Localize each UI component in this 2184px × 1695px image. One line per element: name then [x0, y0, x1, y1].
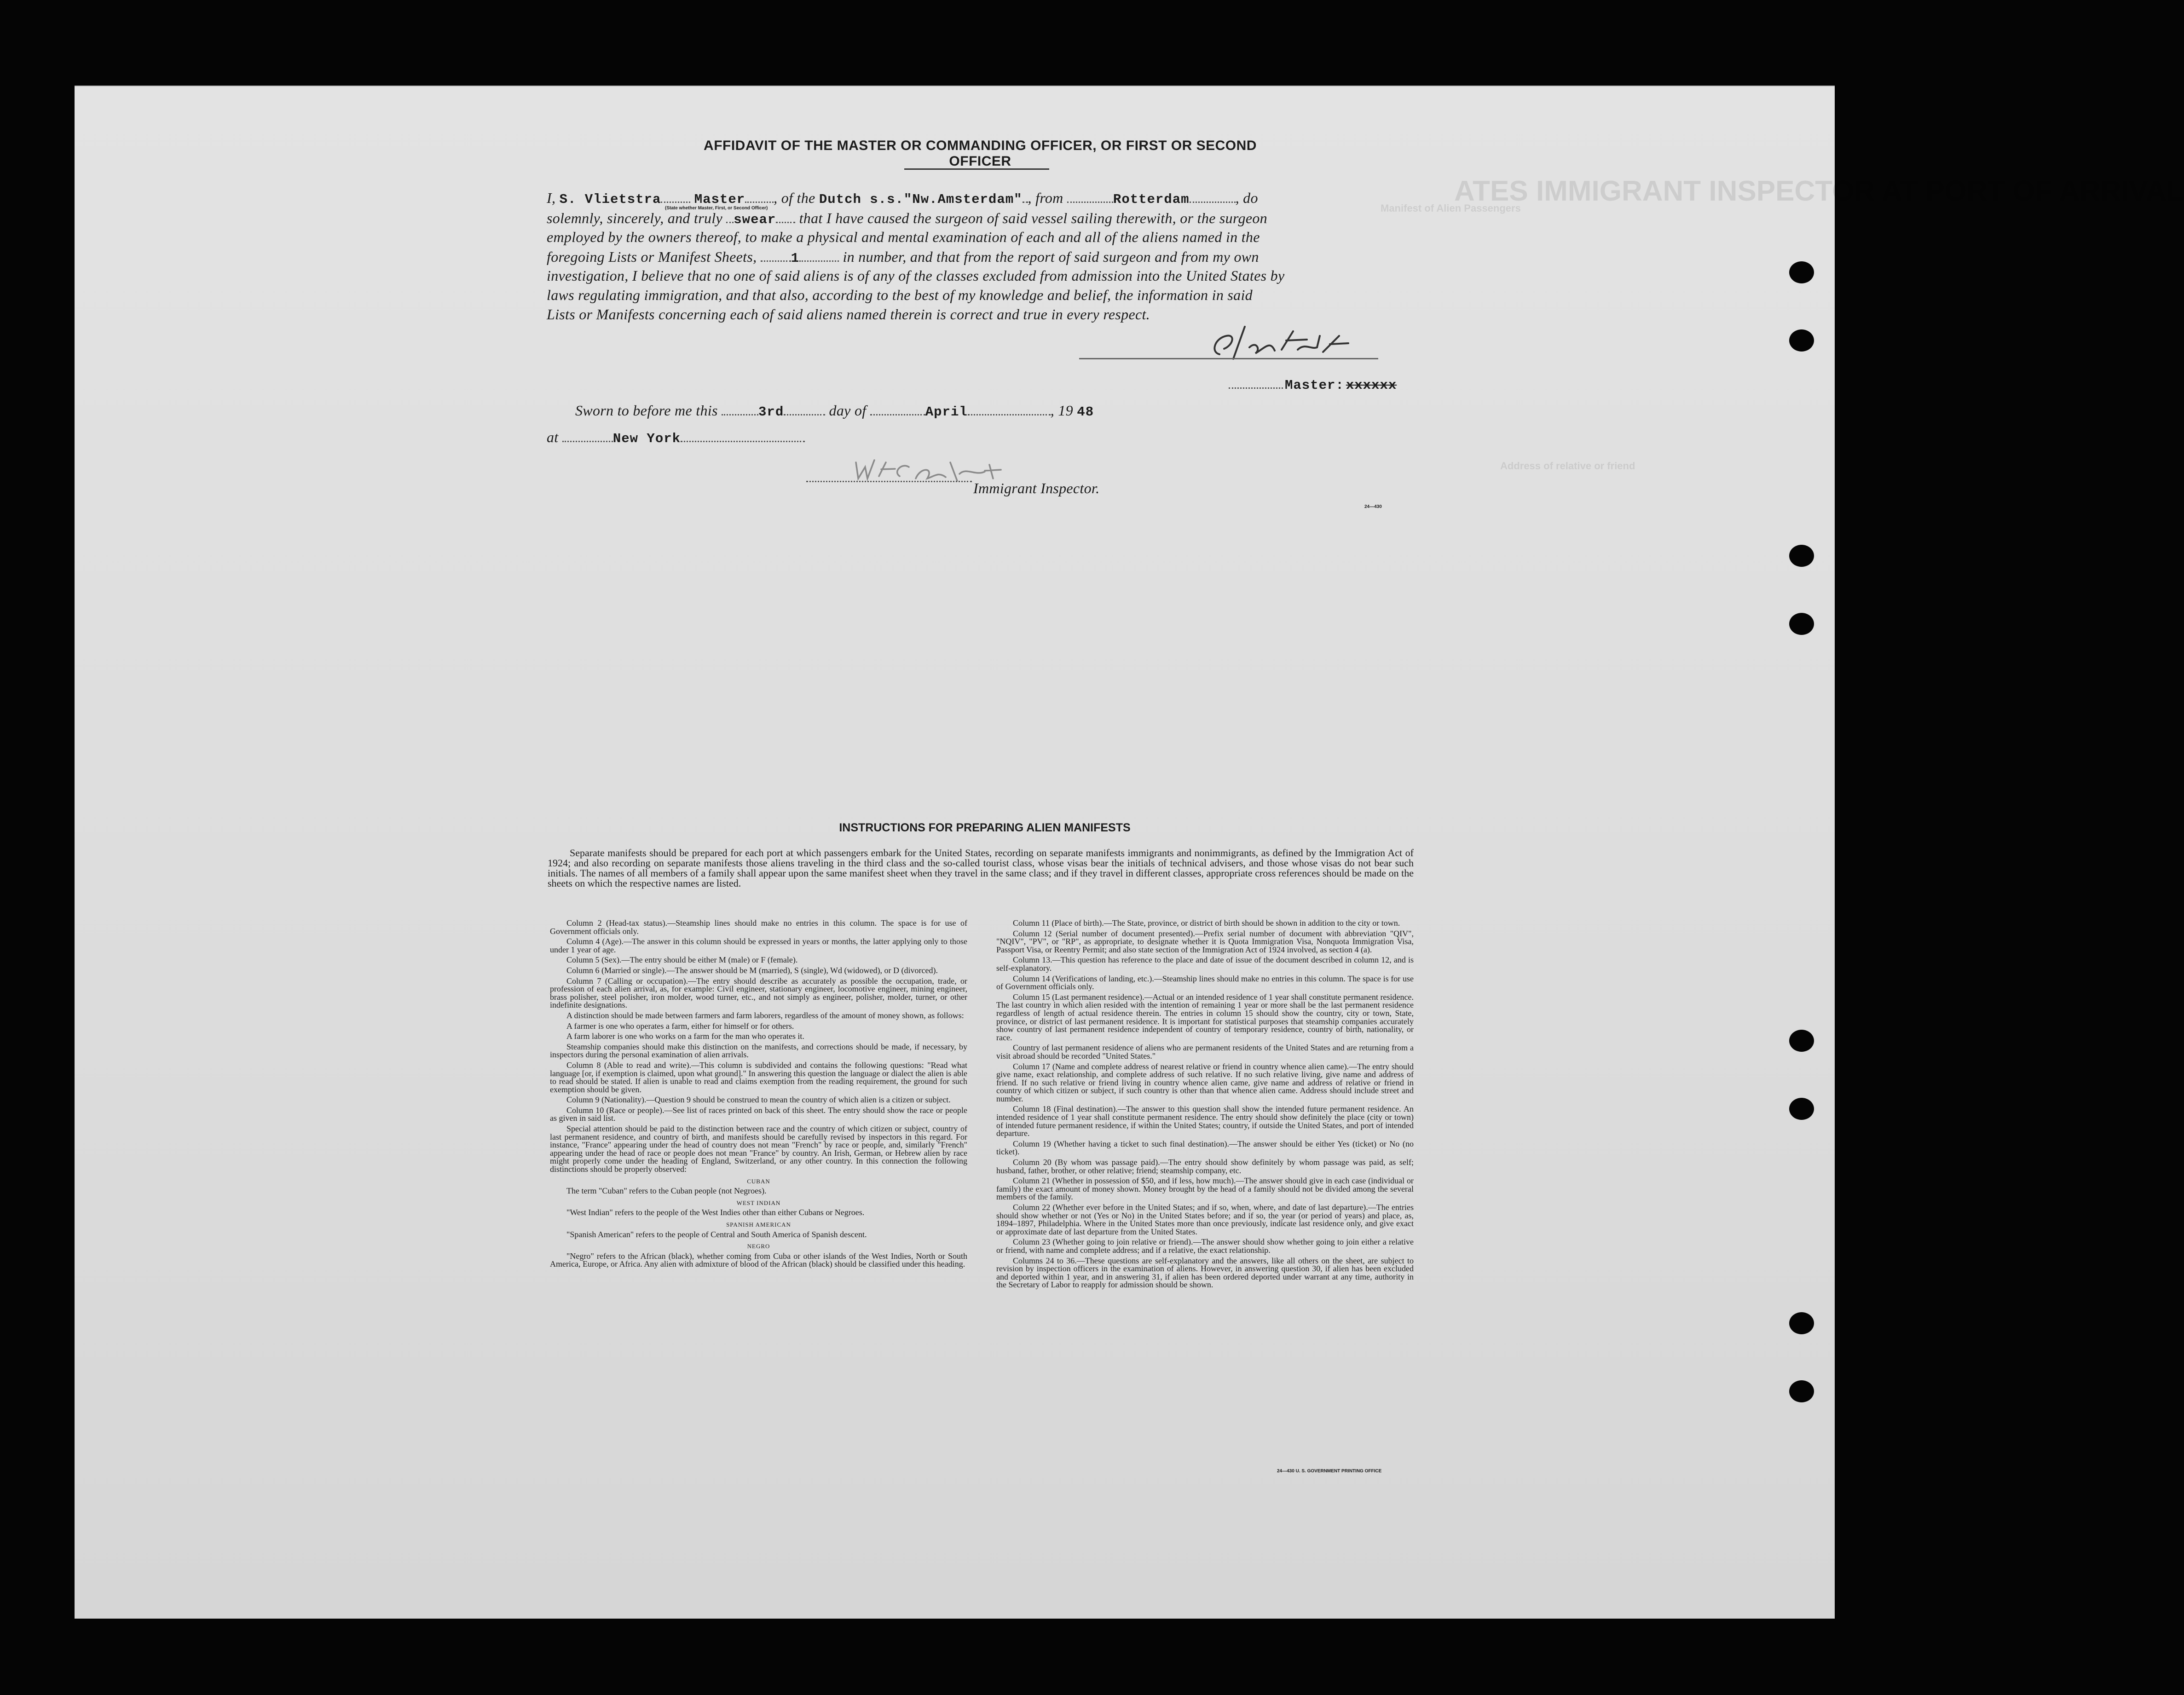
binder-hole [1789, 1380, 1814, 1402]
affidavit-title: AFFIDAVIT OF THE MASTER OR COMMANDING OFFICER, OR FIRST OR SECOND OFFICER [704, 138, 1257, 169]
master-name: S. Vlietstra [559, 192, 661, 207]
instruction-paragraph: Column 8 (Able to read and write).—This column is subdivided and contains the following questions: "Read what language [or, if exemption is claimed, upon what ground]." In answering this question the language or dialect the alien is able to read should be stated. If alien is unable to read and claims exemption from the reading requirement, the ground for such exemption should be given. [550, 1060, 967, 1094]
blank-line [799, 247, 839, 262]
line-text: , from [1028, 190, 1063, 206]
instruction-paragraph: Column 20 (By whom was passage paid).—The entry should show definitely by whom passage was paid, as self; husband, father, brother, or other relative; friend; steamship company, etc. [996, 1158, 1414, 1175]
master-label: Master: [1285, 378, 1344, 393]
instruction-paragraph: Column 23 (Whether going to join relative or friend).—The answer should show whether going to join either a relative or friend, with name and complete address; and if a relative, the exact relationship. [996, 1237, 1414, 1255]
section-heading: NEGRO [747, 1243, 770, 1250]
sworn-month: April [925, 404, 968, 420]
line-text: solemnly, sincerely, and truly [547, 210, 722, 226]
instruction-paragraph: Column 14 (Verifications of landing, etc.).—Steamship lines should make no entries in this column. The space is for use of Government officials only. [996, 974, 1414, 992]
line-text: , do [1235, 190, 1258, 206]
blank-line [968, 400, 1051, 415]
sworn-line [575, 400, 1445, 422]
blank-line [681, 427, 805, 442]
blank-line [784, 400, 825, 415]
binder-hole [1789, 329, 1814, 352]
instructions-intro: Separate manifests should be prepared for each port at which passengers embark for the United States, recording on separate manifests immigrants and nonimmigrants, as defined by the Immigration Act of 1924; and also recording on separate manifests those aliens traveling in the third class and the so-called tourist class, whose visas bear the initials of technical advisers, and those whose visas do not bear such initials. The names of all members of a family shall appear upon the same manifest sheet when they travel in the same class; and if they travel in different classes, appropriate cross references should be made on the sheets on which the respective names are listed. [548, 847, 1414, 889]
instruction-paragraph: Column 22 (Whether ever before in the United States; and if so, when, where, and date of last departure).—The entries should show whether or not (Yes or No) in the United States before; and if so, the year (or period of years) and place, as, 1894–1897, Philadelphia. Where in the United States more than once previously, indicate last residence only, and give exact or approximate date of last departure from the United States. [996, 1203, 1414, 1236]
binder-hole [1789, 545, 1814, 567]
blank-line [745, 188, 774, 203]
instruction-paragraph: Column 11 (Place of birth).—The State, province, or district of birth should be shown in addition to the city or town. [1013, 918, 1400, 928]
bleed-through-text: Manifest of Alien Passengers [1381, 202, 1521, 214]
vessel-name: Dutch s.s."Nw.Amsterdam" [819, 192, 1023, 207]
bleed-through-text: ATES IMMIGRANT INSPECTOR AT PORT OF ARRIVAL [1454, 175, 2184, 207]
blank-line [1190, 188, 1236, 203]
blank-line [562, 427, 613, 442]
blank-line [722, 400, 758, 415]
instruction-paragraph: Column 13.—This question has reference to the place and date of issue of the document described in column 12, and is self-explanatory. [996, 955, 1414, 973]
instruction-paragraph: Column 2 (Head-tax status).—Steamship lines should make no entries in this column. The space is for use of Government officials only. [550, 918, 967, 936]
binder-hole [1789, 1030, 1814, 1052]
blank-line [1023, 188, 1028, 203]
instruction-paragraph: Column 18 (Final destination).—The answer to this question shall show the intended future permanent residence. An intended residence of 1 year shall constitute permanent residence. The entry should show definitely the place (city or town) of intended future permanent residence, if within the United States; country, if outside the United States, and port of intended departure. [996, 1104, 1414, 1138]
instruction-paragraph: Special attention should be paid to the distinction between race and the country of which citizen or subject, country of last permanent residence, and country of birth, and manifests should be carefully revised by inspectors in this regard. For instance, "France" appearing under the head of country does not mean "French" by race or people, and, similarly "French" appearing under the head of race or people does not mean "France" by country. An Irish, German, or Hebrew alien by race might properly come under the heading of England, Switzerland, or any other country. In this connection the following distinctions should be properly observed: [550, 1124, 967, 1174]
affidavit-line-2 [547, 208, 1416, 230]
place-line [547, 427, 1416, 449]
title-divider [904, 168, 1049, 170]
master-title-line [1229, 374, 1397, 393]
instruction-paragraph: Column 12 (Serial number of document presented).—Prefix serial number of document with abbreviation "QIV", "NQIV", "PV", or "RP", as appropriate, to designate whether it is Quota Immigration Visa, Nonquota Immigration Visa, Passport Visa, or Reentry Permit; and also state section of the Immigration Act of 1924 involved, as section 4 (a). [996, 928, 1414, 954]
sworn-place: New York [612, 431, 681, 446]
line-text: foregoing Lists or Manifest Sheets, [547, 248, 757, 265]
instruction-paragraph: Column 9 (Nationality).—Question 9 should be construed to mean the country of which alien is a citizen or subject. [566, 1095, 951, 1105]
instruction-paragraph: Column 10 (Race or people).—See list of races printed on back of this sheet. The entry should show the race or people as given in said list. [550, 1105, 967, 1123]
sworn-year: 48 [1077, 404, 1094, 420]
instruction-paragraph: A farm laborer is one who works on a farm for the man who operates it. [566, 1032, 804, 1041]
affidavit-line-5: investigation, I believe that no one of said aliens is of any of the classes excluded from admission into the United States by [547, 267, 1285, 284]
form-number: 24—430 [1364, 504, 1382, 509]
inspector-label: Immigrant Inspector. [973, 480, 1100, 496]
officer-rank: Master [694, 192, 745, 207]
master-signature [1201, 322, 1394, 368]
instruction-paragraph: "West Indian" refers to the people of the West Indies other than either Cubans or Negroes. [566, 1208, 865, 1217]
affidavit-line-3: employed by the owners thereof, to make a physical and mental examination of each and all of the aliens named in the [547, 229, 1260, 245]
line-text: , 19 [1050, 402, 1073, 419]
instruction-paragraph: Column 4 (Age).—The answer in this column should be expressed in years or months, the latter applying only to those under 1 year of age. [550, 937, 967, 954]
blank-line [776, 208, 795, 223]
line-text: , of the [774, 190, 815, 206]
line-text: Sworn to before me this [575, 402, 718, 419]
instructions-title: INSTRUCTIONS FOR PREPARING ALIEN MANIFESTS [839, 821, 1131, 834]
blank-line [761, 247, 791, 262]
instruction-paragraph: Column 21 (Whether in possession of $50, and if less, how much).—The answer should give in each case (individual or family) the exact amount of money shown. Money brought by the head of a family should not be divided among the several members of the family. [996, 1176, 1414, 1202]
sheet-count: 1 [791, 251, 800, 266]
blank-line [661, 188, 690, 203]
instruction-paragraph: A farmer is one who operates a farm, either for himself or for others. [566, 1021, 794, 1031]
affidavit-line-6: laws regulating immigration, and that also, according to the best of my knowledge and belief, the information in said [547, 287, 1253, 303]
binder-hole [1789, 1312, 1814, 1334]
instruction-paragraph: Column 6 (Married or single).—The answer should be M (married), S (single), Wd (widowed), or D (divorced). [566, 965, 938, 975]
section-heading: WEST INDIAN [736, 1199, 781, 1206]
struck-text: xxxxxx [1346, 378, 1397, 393]
affidavit-line-7: Lists or Manifests concerning each of said aliens named therein is correct and true in every respect. [547, 306, 1150, 323]
section-heading: CUBAN [747, 1177, 770, 1185]
rank-note: (State whether Master, First, or Second Officer) [665, 206, 768, 211]
instruction-paragraph: A distinction should be made between farmers and farm laborers, regardless of the amount of money shown, as follows: [566, 1010, 964, 1020]
instruction-paragraph: Columns 24 to 36.—These questions are self-explanatory and the answers, like all others on the sheet, are subject to revision by inspection officers in the examination of aliens. However, in answering question 30, if alien has been excluded and deported within 1 year, and in answering 31, if alien has been ordered deported under warrant at any time, authority in the Secretary of Labor to reapply for admission should be shown. [996, 1256, 1414, 1290]
printing-office-footer: 24—430 U. S. GOVERNMENT PRINTING OFFICE [1277, 1469, 1382, 1474]
instruction-paragraph: "Negro" refers to the African (black), whether coming from Cuba or other islands of the West Indies, North or South America, Europe, or Africa. Any alien with admixture of blood of the African (black) should be classified under this heading. [550, 1251, 967, 1269]
blank-line [1067, 188, 1113, 203]
line-text: day of [829, 402, 867, 419]
line-text: at [547, 429, 559, 445]
instructions-left-column [550, 919, 967, 1271]
instruction-paragraph: Steamship companies should make this distinction on the manifests, and corrections should be made, if necessary, by inspectors during the personal examination of alien arrivals. [550, 1042, 967, 1060]
instruction-paragraph: Column 7 (Calling or occupation).—The entry should describe as accurately as possible the occupation, trade, or profession of each alien arrival, as, for example: Civil engineer, stationary engineer, locomotive engineer, mining engineer, brass polisher, steel polisher, iron molder, wood turner, etc., and not simply as engineer, polisher, molder, turner, or other indefinite designations. [550, 976, 967, 1010]
section-heading: SPANISH AMERICAN [726, 1221, 791, 1228]
blank-line [870, 400, 925, 415]
line-text: in number, and that from the report of said surgeon and from my own [843, 248, 1259, 265]
blank-line [1229, 374, 1283, 389]
line-text: that I have caused the surgeon of said vessel sailing therewith, or the surgeon [799, 210, 1267, 226]
binder-hole [1789, 1098, 1814, 1120]
binder-hole [1789, 613, 1814, 635]
instruction-paragraph: Column 15 (Last permanent residence).—Actual or an intended residence of 1 year shall constitute permanent residence. The last country in which alien resided with the intention of remaining 1 year or more shall be the last permanent residence regardless of length of actual residence therein. The entries in column 15 should show the country, city or town, State, province, or district of last permanent residence. It is important for statistical purposes that steamship companies accurately show country of last permanent residence independent of country of temporary residence, country of birth, nationality, or race. [996, 992, 1414, 1042]
instruction-paragraph: Country of last permanent residence of aliens who are permanent residents of the United States and are returning from a visit abroad should be recorded "United States." [996, 1043, 1414, 1061]
instruction-paragraph: Column 19 (Whether having a ticket to such final destination).—The answer should be either Yes (ticket) or No (no ticket). [996, 1139, 1414, 1157]
affidavit-line-4 [547, 247, 1416, 268]
line-text: I, [547, 190, 556, 206]
instruction-paragraph: Column 5 (Sex).—The entry should be either M (male) or F (female). [566, 955, 798, 965]
blank-line [726, 208, 734, 223]
oath-word: swear [734, 212, 776, 227]
binder-hole [1789, 261, 1814, 283]
bleed-through-text: Address of relative or friend [1500, 460, 1635, 472]
instruction-paragraph: The term "Cuban" refers to the Cuban people (not Negroes). [566, 1186, 767, 1196]
signature-line [1079, 358, 1378, 359]
departure-port: Rotterdam [1113, 192, 1190, 207]
instruction-paragraph: Column 17 (Name and complete address of nearest relative or friend in country whence alien came).—The entry should give name, exact relationship, and complete address of such relative. If no such relative living, give name and address of friend. If no such relative or friend living in country whence alien came, give name and address of relative or friend in country of which citizen or subject, if such country is other than that whence alien came. Address should include street and number. [996, 1061, 1414, 1103]
instructions-right-column [996, 919, 1414, 1291]
inspector-signature-line [806, 481, 972, 482]
sworn-day: 3rd [758, 404, 784, 420]
instruction-paragraph: "Spanish American" refers to the people of Central and South America of Spanish descent. [566, 1229, 867, 1239]
